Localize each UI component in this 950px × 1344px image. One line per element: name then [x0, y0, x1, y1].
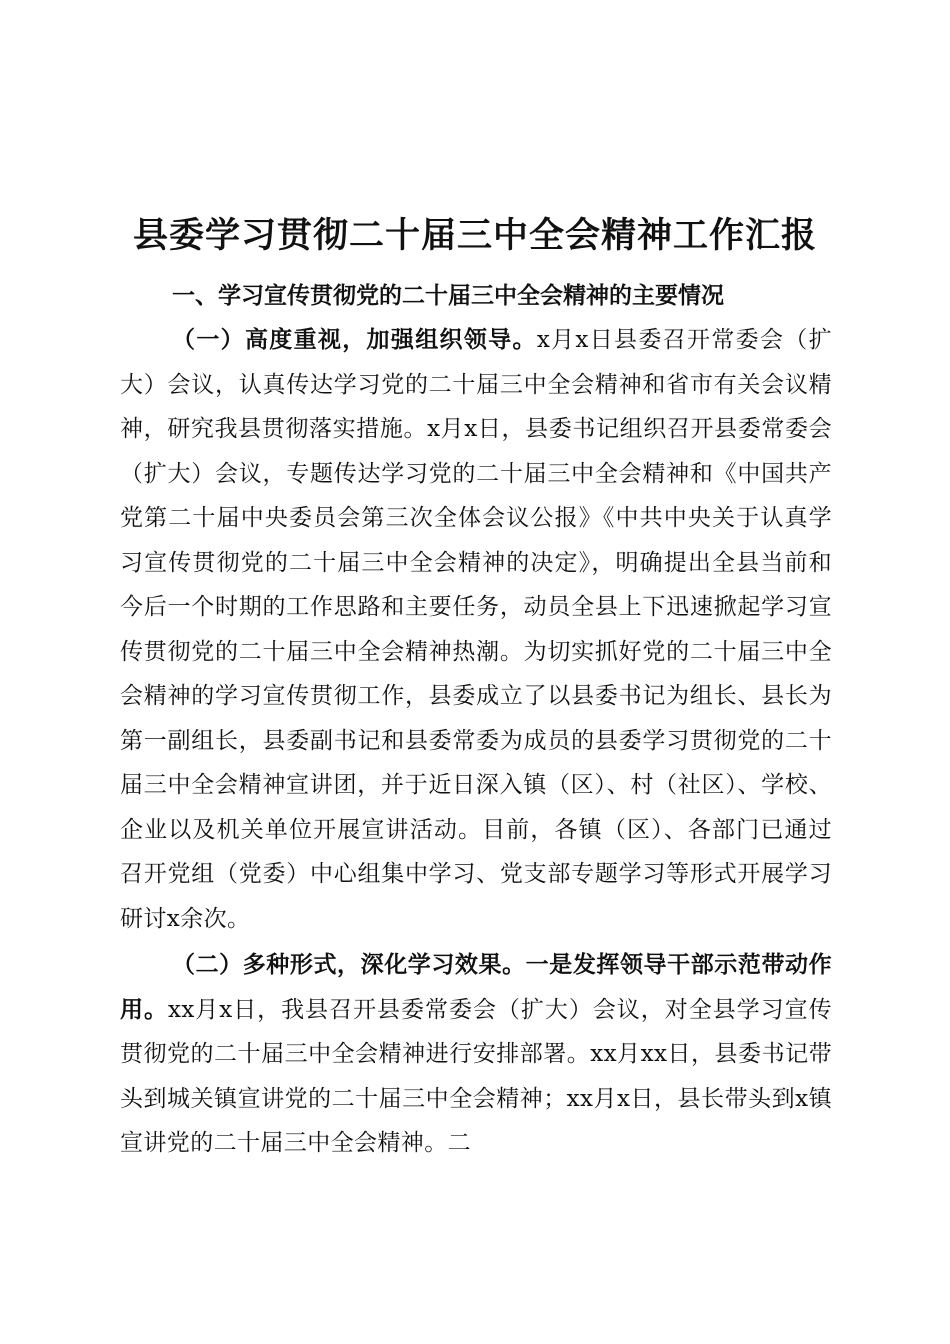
- paragraph-body-text: x月x日县委召开常委会（扩大）会议，认真传达学习党的二十届三中全会精神和省市有关会议精神，研究我县贯彻落实措施。x月x日，县委书记组织召开县委常委会（扩大）会议，专题传达学习党的二十届三中全会精神和《中国共产党第二十届中央委员会第三次全体会议公报》《中共中央关于认真学习宣传贯彻党的二十届三中全会精神的决定》，明确提出全县当前和今后一个时期的工作思路和主要任务，动员全县上下迅速掀起学习宣传贯彻党的二十届三中全会精神热潮。为切实抓好党的二十届三中全会精神的学习宣传贯彻工作，县委成立了以县委书记为组长、县长为第一副组长，县委副书记和县委常委为成员的县委学习贯彻党的二十届三中全会精神宣讲团，并于近日深入镇（区）、村（社区）、学校、企业以及机关单位开展宣讲活动。目前，各镇（区）、各部门已通过召开党组（党委）中心组集中学习、党支部专题学习等形式开展学习研讨x余次。: [120, 327, 832, 932]
- document-body: [120, 274, 832, 1166]
- paragraph-lead-heading: （一）高度重视，加强组织领导。: [172, 327, 537, 353]
- document-title: 县委学习贯彻二十届三中全会精神工作汇报: [132, 216, 817, 256]
- paragraph-body-text: xx月x日，我县召开县委常委会（扩大）会议，对全县学习宣传贯彻党的二十届三中全会精神进行安排部署。xx月xx日，县委书记带头到城关镇宣讲党的二十届三中全会精神；xx月x日，县长带头到x镇宣讲党的二十届三中全会精神。二: [120, 996, 832, 1156]
- section-heading: 一、学习宣传贯彻党的二十届三中全会精神的主要情况: [172, 283, 724, 309]
- paragraph-organization-leadership: [120, 318, 832, 941]
- paragraph-learning-forms: [120, 943, 832, 1166]
- paragraph-lead-heading: （二）多种形式，深化学习效果。一是发挥领导干部示范带动作用。: [120, 952, 832, 1023]
